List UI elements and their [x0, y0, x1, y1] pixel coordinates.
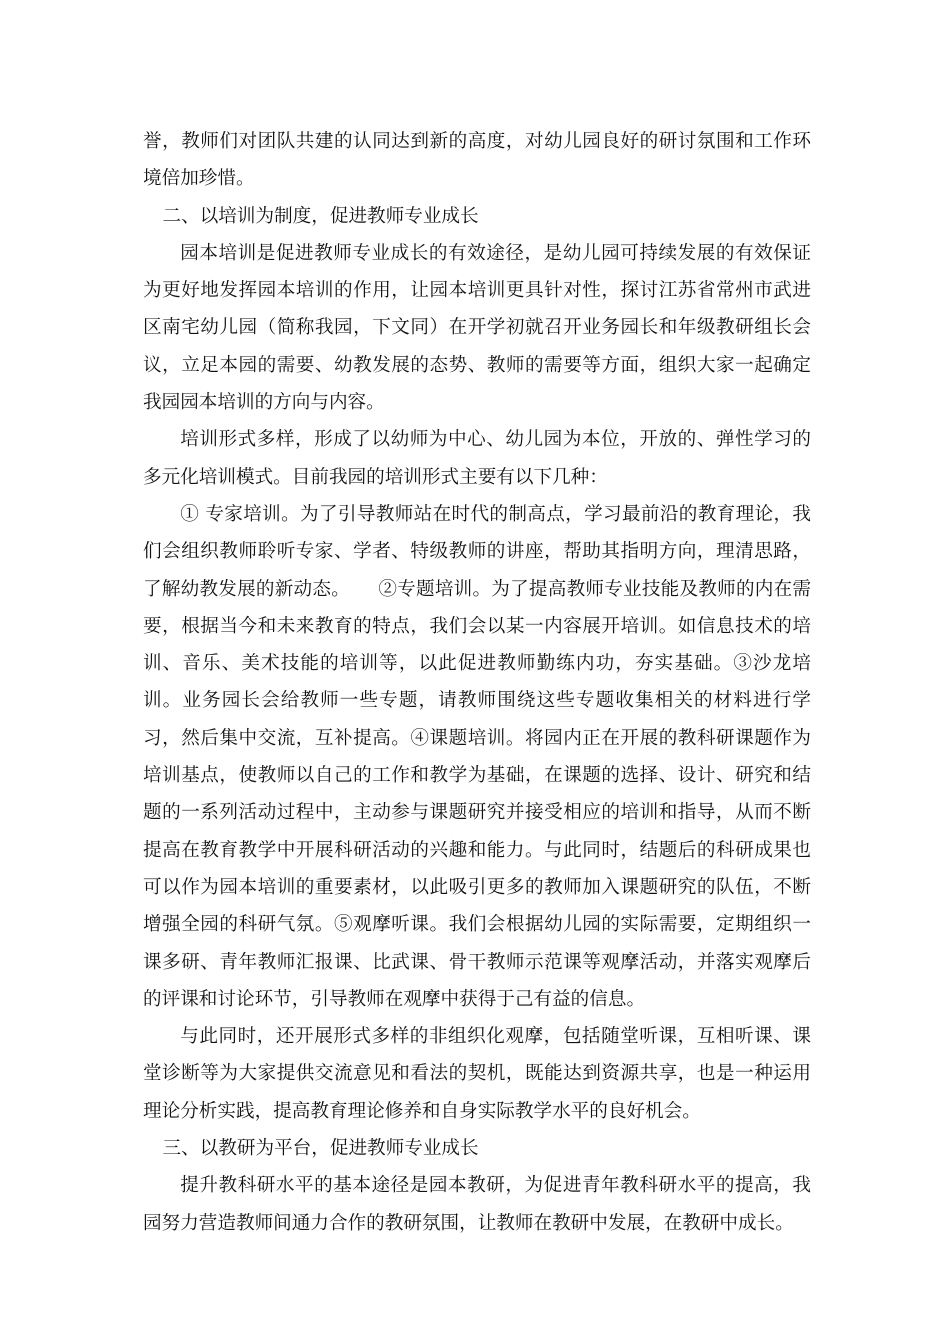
paragraph-training-forms: 培训形式多样，形成了以幼师为中心、幼儿园为本位，开放的、弹性学习的多元化培训模式。目前我园的培训形式主要有以下几种：	[143, 429, 811, 488]
paragraph-school-based-research: 提升教科研水平的基本途径是园本教研，为促进青年教科研水平的提高，我园努力营造教师间通力合作的教研氛围，让教师在教研中发展，在教研中成长。	[143, 1175, 811, 1234]
paragraph-school-based-training: 园本培训是促进教师专业成长的有效途径，是幼儿园可持续发展的有效保证为更好地发挥园本培训的作用，让园本培训更具针对性，探讨江苏省常州市武进区南宅幼儿园（简称我园，下文同）在开学初就召开业务园长和年级教研组长会议，立足本园的需要、幼教发展的态势、教师的需要等方面，组织大家一起确定我园园本培训的方向与内容。	[143, 242, 811, 414]
section-heading-research: 三、以教研为平台，促进教师专业成长	[162, 1138, 479, 1160]
paragraph-training-types-list: ① 专家培训。为了引导教师站在时代的制高点，学习最前沿的教育理论，我们会组织教师聆听专家、学者、特级教师的讲座，帮助其指明方向，理清思路，了解幼教发展的新动态。 ②专题培训。为了提高教师专业技能及教师的内在需要，根据当今和未来教育的特点，我们会以某一内容展开培训。如信息技术的培训、音乐、美术技能的培训等，以此促进教师勤练内功，夯实基础。③沙龙培训。业务园长会给教师一些专题，请教师围绕这些专题收集相关的材料进行学习，然后集中交流，互补提高。④课题培训。将园内正在开展的教科研课题作为培训基点，使教师以自己的工作和教学为基础，在课题的选择、设计、研究和结题的一系列活动过程中，主动参与课题研究并接受相应的培训和指导，从而不断提高在教育教学中开展科研活动的兴趣和能力。与此同时，结题后的科研成果也可以作为园本培训的重要素材，以此吸引更多的教师加入课题研究的队伍，不断增强全园的科研气氛。⑤观摩听课。我们会根据幼儿园的实际需要，定期组织一课多研、青年教师汇报课、比武课、骨干教师示范课等观摩活动，并落实观摩后的评课和讨论环节，引导教师在观摩中获得于己有益的信息。	[143, 503, 811, 1010]
document-body	[143, 123, 811, 1242]
paragraph-continuation: 誉，教师们对团队共建的认同达到新的高度，对幼儿园良好的研讨氛围和工作环境倍加珍惜。	[143, 131, 811, 190]
paragraph-informal-observation: 与此同时，还开展形式多样的非组织化观摩，包括随堂听课，互相听课、课堂诊断等为大家提供交流意见和看法的契机，既能达到资源共享，也是一种运用理论分析实践，提高教育理论修养和自身实际教学水平的良好机会。	[143, 1026, 811, 1122]
section-heading-training: 二、以培训为制度，促进教师专业成长	[162, 205, 479, 227]
